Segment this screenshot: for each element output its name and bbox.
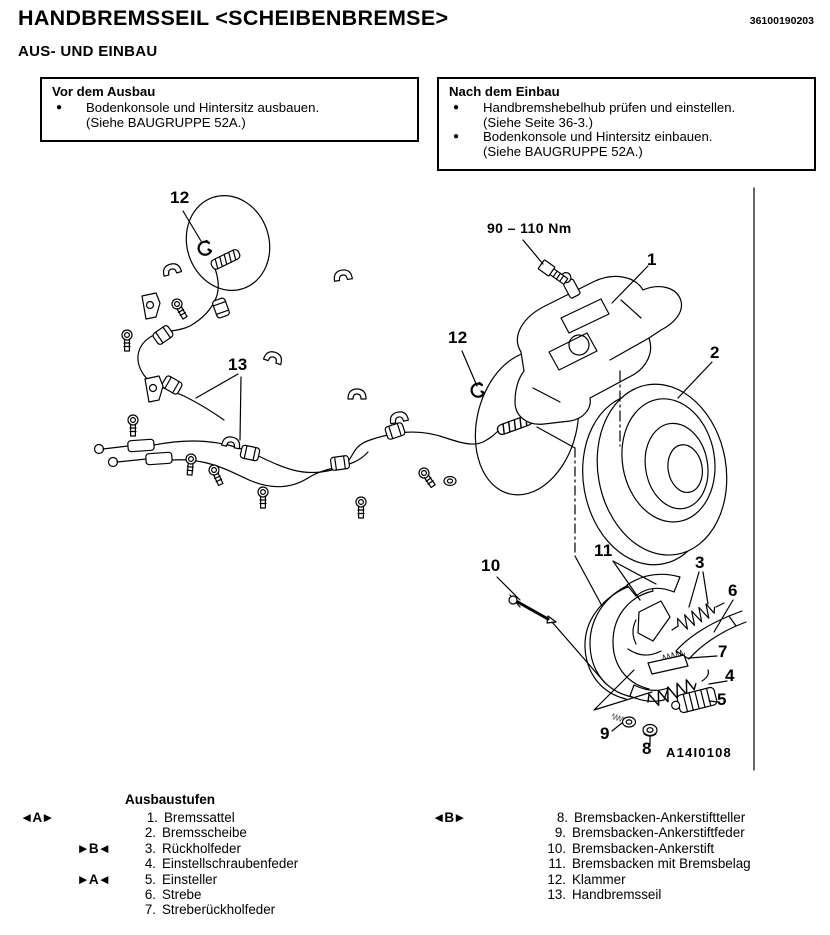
item-number: 13.: [547, 887, 566, 903]
legend-left-column: [18, 810, 422, 918]
item-label: Bremsscheibe: [162, 825, 247, 841]
bullet-line: Bodenkonsole und Hintersitz einbauen.: [483, 129, 713, 145]
callout-7: 7: [718, 642, 728, 661]
item-label: Strebe: [162, 887, 202, 903]
section-subtitle: AUS- UND EINBAU: [18, 43, 158, 60]
marker-none: [430, 887, 470, 902]
legend-item: [430, 841, 820, 856]
page-title: HANDBREMSSEIL <SCHEIBENBREMSE>: [18, 6, 449, 30]
pre-removal-title: Vor dem Ausbau: [52, 84, 156, 99]
bullet-line: (Siehe BAUGRUPPE 52A.): [86, 114, 246, 130]
item-number: 8.: [556, 810, 568, 825]
marker-B-out: ◄B►: [432, 810, 466, 825]
callout-11: 11: [594, 541, 613, 560]
legend-item: [430, 856, 820, 871]
bullet-line: Bodenkonsole und Hintersitz ausbauen.: [86, 99, 320, 115]
item-label: Bremsbacken-Ankerstiftteller: [574, 810, 746, 825]
legend-right-column: [430, 810, 820, 902]
item-label: Streberückholfeder: [162, 902, 276, 918]
legend-item: [18, 887, 422, 902]
post-install-title: Nach dem Einbau: [449, 84, 560, 99]
legend-item: [18, 902, 422, 917]
bullet-line: (Siehe BAUGRUPPE 52A.): [483, 144, 643, 160]
item-label: Rückholfeder: [162, 840, 241, 856]
legend-item: [18, 825, 422, 840]
item-number: 1.: [146, 810, 158, 825]
figure-code: A14I0108: [666, 745, 732, 760]
bullet-line: Handbremshebelhub prüfen und einstellen.: [483, 99, 736, 115]
torque-spec-label: 90 – 110 Nm: [487, 220, 572, 236]
marker-B-in: ►B◄: [76, 840, 110, 856]
item-number: 12.: [547, 871, 566, 887]
marker-none: [18, 856, 124, 871]
legend-item: [18, 841, 422, 856]
callout-6: 6: [728, 581, 738, 600]
legend-item: [430, 825, 820, 840]
item-number: 3.: [144, 840, 156, 856]
item-label: Bremsbacken-Ankerstiftfeder: [572, 825, 745, 841]
callout-4: 4: [725, 666, 735, 685]
callout-10: 10: [481, 556, 501, 575]
item-number: 2.: [144, 825, 156, 841]
item-label: Bremssattel: [164, 810, 235, 825]
cable-assembly: [95, 248, 534, 486]
item-label: Bremsbacken-Ankerstift: [572, 840, 715, 856]
legend-item: [18, 872, 422, 887]
callout-3: 3: [695, 553, 705, 572]
item-number: 9.: [554, 825, 566, 841]
legend-item: [18, 856, 422, 871]
callout-9: 9: [600, 724, 610, 743]
item-number: 7.: [144, 902, 156, 918]
marker-none: [18, 902, 124, 917]
callout-5: 5: [717, 690, 727, 709]
item-number: 11.: [548, 856, 566, 872]
legend-item: [430, 887, 820, 902]
legend-item: [18, 810, 422, 825]
doc-number: 36100190203: [749, 15, 814, 27]
item-number: 10.: [547, 840, 566, 856]
callout-8: 8: [642, 739, 652, 758]
legend-item: [430, 810, 820, 825]
item-number: 6.: [144, 887, 156, 903]
item-label: Einsteller: [162, 871, 218, 887]
callout-12-upper: 12: [170, 188, 190, 207]
bullet-icon: ●: [453, 101, 460, 113]
marker-none: [430, 841, 470, 856]
marker-A-out: ◄A►: [20, 810, 54, 825]
callout-1: 1: [647, 250, 657, 269]
item-number: 4.: [144, 856, 156, 872]
legend-heading: Ausbaustufen: [125, 792, 216, 807]
marker-none: [430, 872, 470, 887]
callout-13: 13: [228, 355, 248, 374]
marker-A-in: ►A◄: [76, 871, 110, 887]
item-label: Handbremsseil: [572, 887, 662, 903]
item-label: Klammer: [572, 871, 626, 887]
bullet-icon: ●: [56, 101, 63, 113]
callout-12-lower: 12: [448, 328, 468, 347]
bullet-line: (Siehe Seite 36-3.): [483, 114, 593, 130]
marker-none: [18, 825, 124, 840]
legend-item: [430, 872, 820, 887]
item-label: Einstellschraubenfeder: [162, 856, 299, 872]
marker-none: [430, 825, 470, 840]
item-label: Bremsbacken mit Bremsbelag: [572, 856, 751, 872]
callout-2: 2: [710, 343, 720, 362]
item-number: 5.: [144, 871, 156, 887]
shoe-assembly: [509, 574, 746, 736]
marker-none: [18, 887, 124, 902]
marker-none: [430, 856, 470, 871]
bullet-icon: ●: [453, 131, 460, 143]
